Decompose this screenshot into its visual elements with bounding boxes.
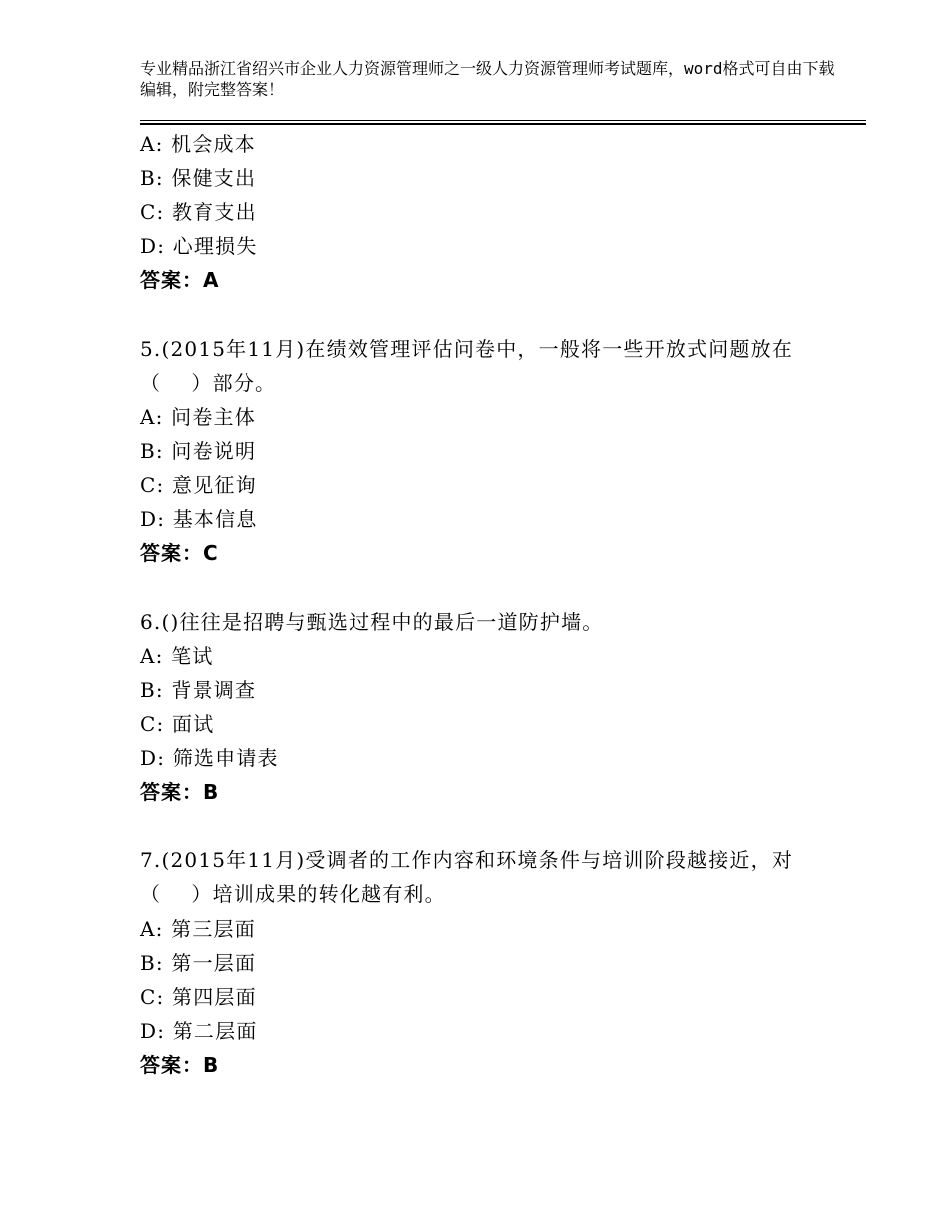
q6-option-b: B: 背景调查: [140, 678, 257, 702]
header-divider-thin: [140, 120, 866, 121]
q4-option-b: B: 保健支出: [140, 166, 257, 190]
q7-stem-line1: 7.(2015年11月)受调者的工作内容和环境条件与培训阶段越接近，对: [140, 848, 794, 872]
q5-option-b: B: 问卷说明: [140, 439, 257, 463]
q6-option-d: D: 筛选申请表: [140, 746, 279, 770]
q7-option-a: A: 第三层面: [140, 917, 256, 941]
q6-stem-line1: 6.()往往是招聘与甄选过程中的最后一道防护墙。: [140, 610, 604, 634]
document-header: 专业精品浙江省绍兴市企业人力资源管理师之一级人力资源管理师考试题库，word格式可自由下载编辑，附完整答案！: [140, 59, 835, 99]
q7-answer: 答案：B: [140, 1053, 220, 1077]
q5-option-d: D: 基本信息: [140, 507, 258, 531]
q5-option-c: C: 意见征询: [140, 473, 257, 497]
q7-option-c: C: 第四层面: [140, 985, 257, 1009]
q5-stem-line2: （ ）部分。: [140, 371, 277, 395]
q6-option-c: C: 面试: [140, 712, 215, 736]
q4-option-c: C: 教育支出: [140, 200, 257, 224]
q7-option-d: D: 第二层面: [140, 1019, 258, 1043]
q7-stem-line2: （ ）培训成果的转化越有利。: [140, 882, 446, 906]
q5-stem-line1: 5.(2015年11月)在绩效管理评估问卷中，一般将一些开放式问题放在: [140, 337, 794, 361]
q7-option-b: B: 第一层面: [140, 951, 257, 975]
q4-answer: 答案：A: [140, 268, 220, 292]
q6-option-a: A: 笔试: [140, 644, 214, 668]
q4-option-d: D: 心理损失: [140, 234, 258, 258]
header-divider-thick: [140, 123, 866, 125]
q6-answer: 答案：B: [140, 780, 220, 804]
q5-option-a: A: 问卷主体: [140, 405, 256, 429]
q5-answer: 答案：C: [140, 541, 219, 565]
q4-option-a: A: 机会成本: [140, 132, 256, 156]
